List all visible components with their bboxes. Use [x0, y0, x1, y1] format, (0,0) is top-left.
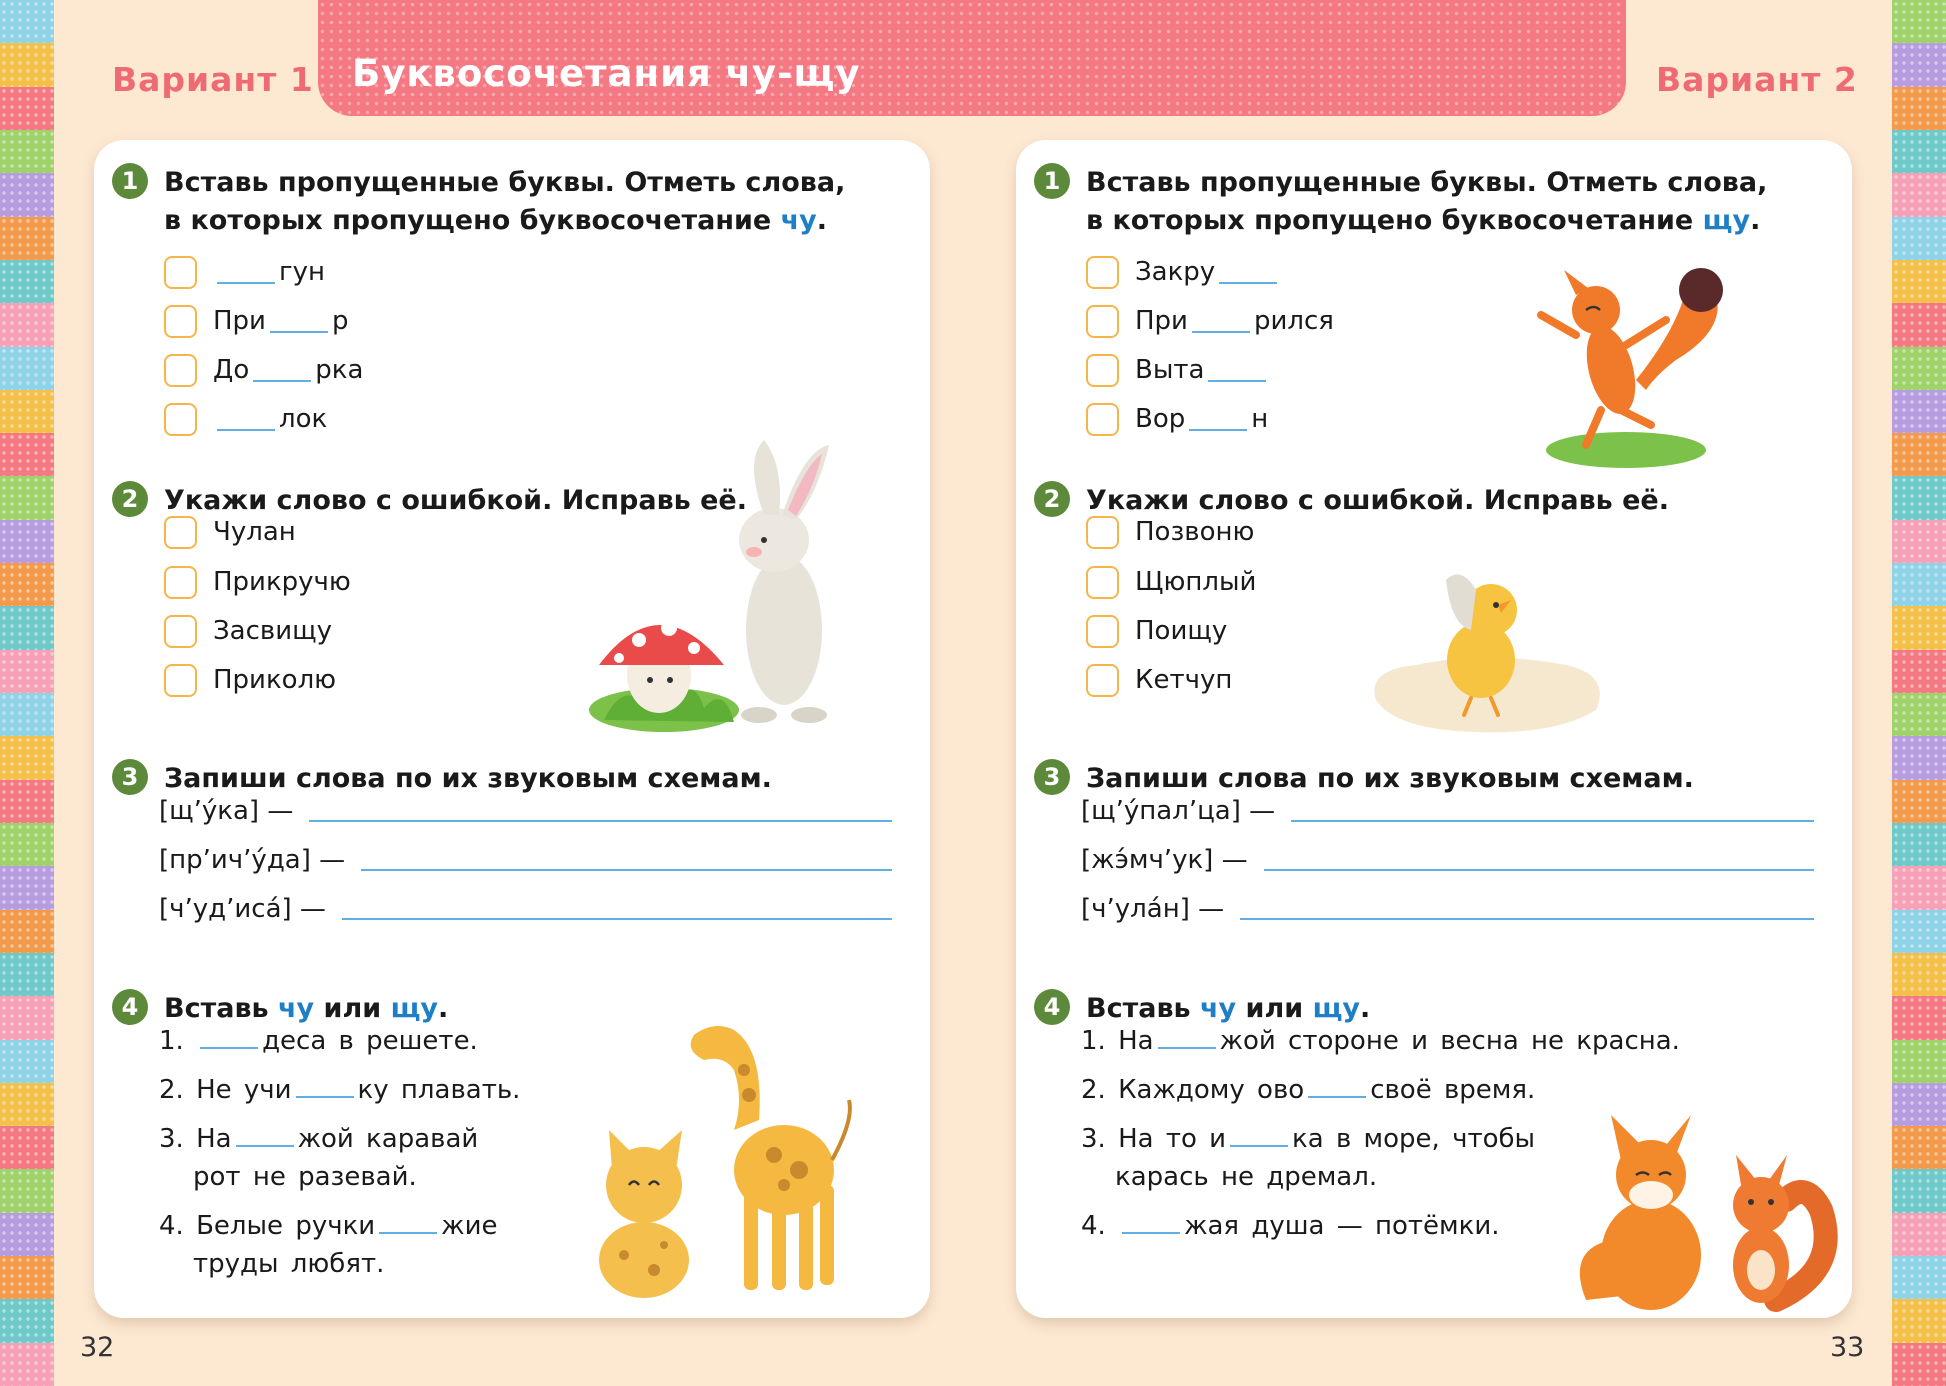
right-decorative-stripe — [1892, 0, 1946, 1386]
sound-scheme-row: [щ’у́ка] — — [159, 791, 892, 831]
stripe-segment — [1892, 173, 1946, 216]
stripe-segment — [0, 1040, 54, 1083]
highlight-shchu: щу — [1702, 205, 1751, 236]
word-option: Закру — [1086, 252, 1281, 292]
sound-scheme-row: [жэ́мч’ук] — — [1081, 840, 1814, 880]
task-title: Укажи слово с ошибкой. Исправь её. — [1086, 485, 1670, 516]
proverb-item: 3. На жой каравай рот не разевай. — [159, 1124, 479, 1192]
task-title — [1086, 164, 1767, 240]
checkbox[interactable] — [164, 615, 197, 648]
stripe-segment — [0, 0, 54, 43]
checkbox[interactable] — [1086, 305, 1119, 338]
word-option: Прикручю — [164, 562, 351, 602]
task-number-badge: 2 — [1034, 481, 1070, 517]
blank-field[interactable] — [379, 1210, 437, 1234]
stripe-segment — [0, 130, 54, 173]
stripe-segment — [0, 1299, 54, 1342]
stripe-segment — [0, 1343, 54, 1386]
page-title: Буквосочетания чу-щу — [352, 52, 861, 95]
sound-scheme-row: [щ’у́пал’ца] — — [1081, 791, 1814, 831]
sound-scheme-row: [ч’ула́н] — — [1081, 889, 1814, 929]
answer-line[interactable] — [1264, 849, 1814, 871]
stripe-segment — [1892, 520, 1946, 563]
task-title: Укажи слово с ошибкой. Исправь её. — [164, 485, 748, 516]
blank-field[interactable] — [217, 260, 275, 284]
stripe-segment — [1892, 996, 1946, 1039]
chick-illustration — [1356, 550, 1616, 750]
stripe-segment — [0, 996, 54, 1039]
task-title: Запиши слова по их звуковым схемам. — [1086, 763, 1694, 794]
variant-2-label: Вариант 2 — [1656, 60, 1858, 99]
stripe-segment — [1892, 1083, 1946, 1126]
variant-1-card — [94, 140, 930, 1318]
checkbox[interactable] — [164, 516, 197, 549]
word-option: При р — [164, 301, 348, 341]
checkbox[interactable] — [164, 305, 197, 338]
blank-field[interactable] — [296, 1074, 354, 1098]
stripe-segment — [1892, 303, 1946, 346]
stripe-segment — [0, 1126, 54, 1169]
stripe-segment — [0, 303, 54, 346]
proverb-item: 4. Белые ручки жие труды любят. — [159, 1211, 498, 1279]
word-option: Вор н — [1086, 399, 1268, 439]
stripe-segment — [1892, 260, 1946, 303]
blank-field[interactable] — [1192, 309, 1250, 333]
stripe-segment — [0, 520, 54, 563]
variant-2-card — [1016, 140, 1852, 1318]
stripe-segment — [0, 736, 54, 779]
squirrel-illustration — [1516, 250, 1736, 470]
stripe-segment — [0, 173, 54, 216]
proverb-item: 3. На то и ка в море, чтобы карась не дремал. — [1081, 1124, 1536, 1192]
stripe-segment — [0, 823, 54, 866]
word-option: Засвищу — [164, 611, 332, 651]
stripe-segment — [1892, 347, 1946, 390]
stripe-segment — [1892, 87, 1946, 130]
stripe-segment — [0, 780, 54, 823]
stripe-segment — [0, 953, 54, 996]
blank-field[interactable] — [1208, 358, 1266, 382]
checkbox[interactable] — [164, 256, 197, 289]
stripe-segment — [1892, 953, 1946, 996]
stripe-segment — [1892, 693, 1946, 736]
word-option: лок — [164, 399, 327, 439]
word-option: Приколю — [164, 660, 336, 700]
blank-field[interactable] — [1219, 260, 1277, 284]
stripe-segment — [0, 1169, 54, 1212]
word-option: гун — [164, 252, 325, 292]
stripe-segment — [0, 1213, 54, 1256]
word-option: Выта — [1086, 350, 1270, 390]
checkbox[interactable] — [164, 354, 197, 387]
word-option: Щюплый — [1086, 562, 1256, 602]
stripe-segment — [1892, 1299, 1946, 1342]
giraffe-cat-illustration — [584, 1010, 884, 1310]
checkbox[interactable] — [1086, 615, 1119, 648]
proverb-item: 1. На жой стороне и весна не красна. — [1081, 1026, 1680, 1056]
word-option: Поищу — [1086, 611, 1227, 651]
page-number-right: 33 — [1830, 1332, 1865, 1363]
checkbox[interactable] — [1086, 566, 1119, 599]
sound-scheme-row: [пр’ич’у́да] — — [159, 840, 892, 880]
checkbox[interactable] — [164, 664, 197, 697]
checkbox[interactable] — [1086, 516, 1119, 549]
stripe-segment — [0, 563, 54, 606]
answer-line[interactable] — [1291, 800, 1814, 822]
checkbox[interactable] — [1086, 403, 1119, 436]
word-option: Чулан — [164, 512, 296, 552]
stripe-segment — [0, 433, 54, 476]
blank-field[interactable] — [1158, 1025, 1216, 1049]
stripe-segment — [1892, 433, 1946, 476]
stripe-segment — [0, 1083, 54, 1126]
stripe-segment — [1892, 866, 1946, 909]
word-option: До рка — [164, 350, 363, 390]
answer-line[interactable] — [361, 849, 892, 871]
blank-field[interactable] — [1308, 1074, 1366, 1098]
variant-1-label: Вариант 1 — [112, 60, 314, 99]
fox-squirrel-illustration — [1571, 1090, 1841, 1320]
answer-line[interactable] — [342, 898, 892, 920]
task-title-line-2: в которых пропущено буквосочетание чу. — [164, 205, 828, 236]
blank-field[interactable] — [236, 1123, 294, 1147]
blank-field[interactable] — [1230, 1123, 1288, 1147]
rabbit-mushroom-illustration — [584, 440, 884, 740]
stripe-segment — [0, 43, 54, 86]
proverb-item: 4. жая душа — потёмки. — [1081, 1211, 1500, 1241]
stripe-segment — [0, 217, 54, 260]
highlight-chu: чу — [780, 205, 817, 236]
stripe-segment — [1892, 606, 1946, 649]
task-title: Вставь чу или щу. — [1086, 993, 1371, 1024]
stripe-segment — [1892, 1213, 1946, 1256]
proverb-item: 2. Каждому ово своё время. — [1081, 1075, 1536, 1105]
task-number-badge: 2 — [112, 481, 148, 517]
stripe-segment — [0, 866, 54, 909]
checkbox[interactable] — [164, 566, 197, 599]
stripe-segment — [0, 347, 54, 390]
stripe-segment — [0, 910, 54, 953]
stripe-segment — [1892, 476, 1946, 519]
stripe-segment — [1892, 0, 1946, 43]
sound-scheme-row: [ч’уд’иса́] — — [159, 889, 892, 929]
stripe-segment — [1892, 736, 1946, 779]
stripe-segment — [1892, 1126, 1946, 1169]
stripe-segment — [1892, 823, 1946, 866]
page-number-left: 32 — [80, 1332, 115, 1363]
stripe-segment — [1892, 43, 1946, 86]
proverb-item: 1. деса в решете. — [159, 1026, 478, 1056]
stripe-segment — [1892, 780, 1946, 823]
blank-field[interactable] — [217, 407, 275, 431]
task-number-badge: 4 — [112, 989, 148, 1025]
blank-field[interactable] — [253, 358, 311, 382]
task-number-badge: 4 — [1034, 989, 1070, 1025]
task-number-badge: 3 — [1034, 759, 1070, 795]
stripe-segment — [0, 650, 54, 693]
proverb-item: 2. Не учи ку плавать. — [159, 1075, 521, 1105]
task-number-badge: 1 — [1034, 163, 1070, 199]
task-title — [164, 164, 845, 240]
task-title-line-1: Вставь пропущенные буквы. Отметь слова, — [1086, 167, 1768, 198]
stripe-segment — [1892, 1169, 1946, 1212]
stripe-segment — [1892, 217, 1946, 260]
blank-field[interactable] — [1122, 1210, 1180, 1234]
task-title-line-2: в которых пропущено буквосочетание щу. — [1086, 205, 1761, 236]
checkbox[interactable] — [1086, 256, 1119, 289]
stripe-segment — [0, 476, 54, 519]
stripe-segment — [0, 693, 54, 736]
stripe-segment — [0, 260, 54, 303]
task-number-badge: 3 — [112, 759, 148, 795]
word-option: Позвоню — [1086, 512, 1254, 552]
stripe-segment — [1892, 910, 1946, 953]
checkbox[interactable] — [1086, 354, 1119, 387]
checkbox[interactable] — [1086, 664, 1119, 697]
stripe-segment — [1892, 1040, 1946, 1083]
stripe-segment — [1892, 650, 1946, 693]
stripe-segment — [0, 606, 54, 649]
stripe-segment — [1892, 1256, 1946, 1299]
task-title: Запиши слова по их звуковым схемам. — [164, 763, 772, 794]
task-title: Вставь чу или щу. — [164, 993, 449, 1024]
blank-field[interactable] — [1189, 407, 1247, 431]
stripe-segment — [0, 390, 54, 433]
blank-field[interactable] — [270, 309, 328, 333]
stripe-segment — [0, 1256, 54, 1299]
stripe-segment — [1892, 1343, 1946, 1386]
word-option: При рился — [1086, 301, 1334, 341]
checkbox[interactable] — [164, 403, 197, 436]
stripe-segment — [1892, 390, 1946, 433]
task-title-line-1: Вставь пропущенные буквы. Отметь слова, — [164, 167, 846, 198]
task-number-badge: 1 — [112, 163, 148, 199]
answer-line[interactable] — [1240, 898, 1814, 920]
stripe-segment — [1892, 130, 1946, 173]
stripe-segment — [1892, 563, 1946, 606]
left-decorative-stripe — [0, 0, 54, 1386]
answer-line[interactable] — [309, 800, 892, 822]
stripe-segment — [0, 87, 54, 130]
blank-field[interactable] — [200, 1025, 258, 1049]
word-option: Кетчуп — [1086, 660, 1232, 700]
